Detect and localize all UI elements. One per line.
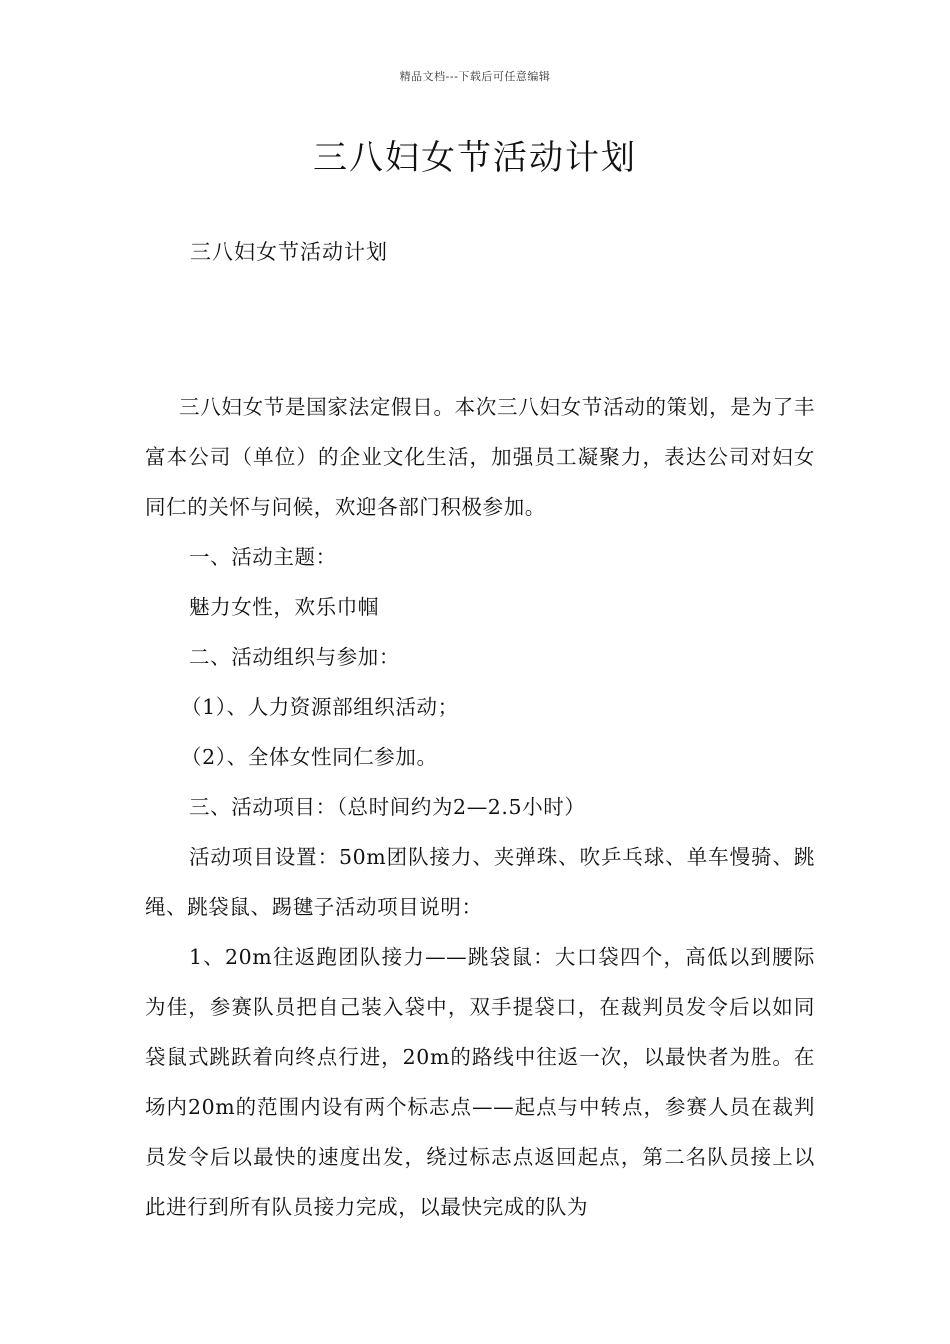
section-3-setup: 活动项目设置：50m团队接力、夹弹珠、吹乒乓球、单车慢骑、跳绳、跳袋鼠、踢毽子活动项目说明：: [145, 845, 815, 919]
section-2-heading: 二、活动组织与参加：: [189, 645, 400, 669]
document-title: 三八妇女节活动计划: [313, 138, 637, 178]
section-1-body: 魅力女性，欢乐巾帼: [189, 595, 379, 619]
section-3-heading: 三、活动项目：（总时间约为2—2.5小时）: [189, 795, 586, 819]
document-body: [145, 382, 815, 1232]
section-3-item-1: 1、20m往返跑团队接力——跳袋鼠：大口袋四个，高低以到腰际为佳，参赛队员把自己装入袋中，双手提袋口，在裁判员发令后以如同袋鼠式跳跃着向终点行进，20m的路线中往返一次，以最快者为胜。在场内20m的范围内设有两个标志点——起点与中转点，参赛人员在裁判员发令后以最快的速度出发，绕过标志点返回起点，第二名队员接上以此进行到所有队员接力完成，以最快完成的队为: [145, 945, 815, 1219]
intro-paragraph: 三八妇女节是国家法定假日。本次三八妇女节活动的策划，是为了丰富本公司（单位）的企业文化生活，加强员工凝聚力，表达公司对妇女同仁的关怀与问候，欢迎各部门积极参加。: [145, 395, 815, 519]
section-2-item-2: （2）、全体女性同仁参加。: [181, 745, 438, 769]
header-note: 精品文档---下载后可任意编辑: [399, 70, 551, 83]
section-1-heading: 一、活动主题：: [189, 545, 337, 569]
section-2-item-1: （1）、人力资源部组织活动；: [181, 695, 459, 719]
document-subtitle: 三八妇女节活动计划: [190, 240, 388, 264]
